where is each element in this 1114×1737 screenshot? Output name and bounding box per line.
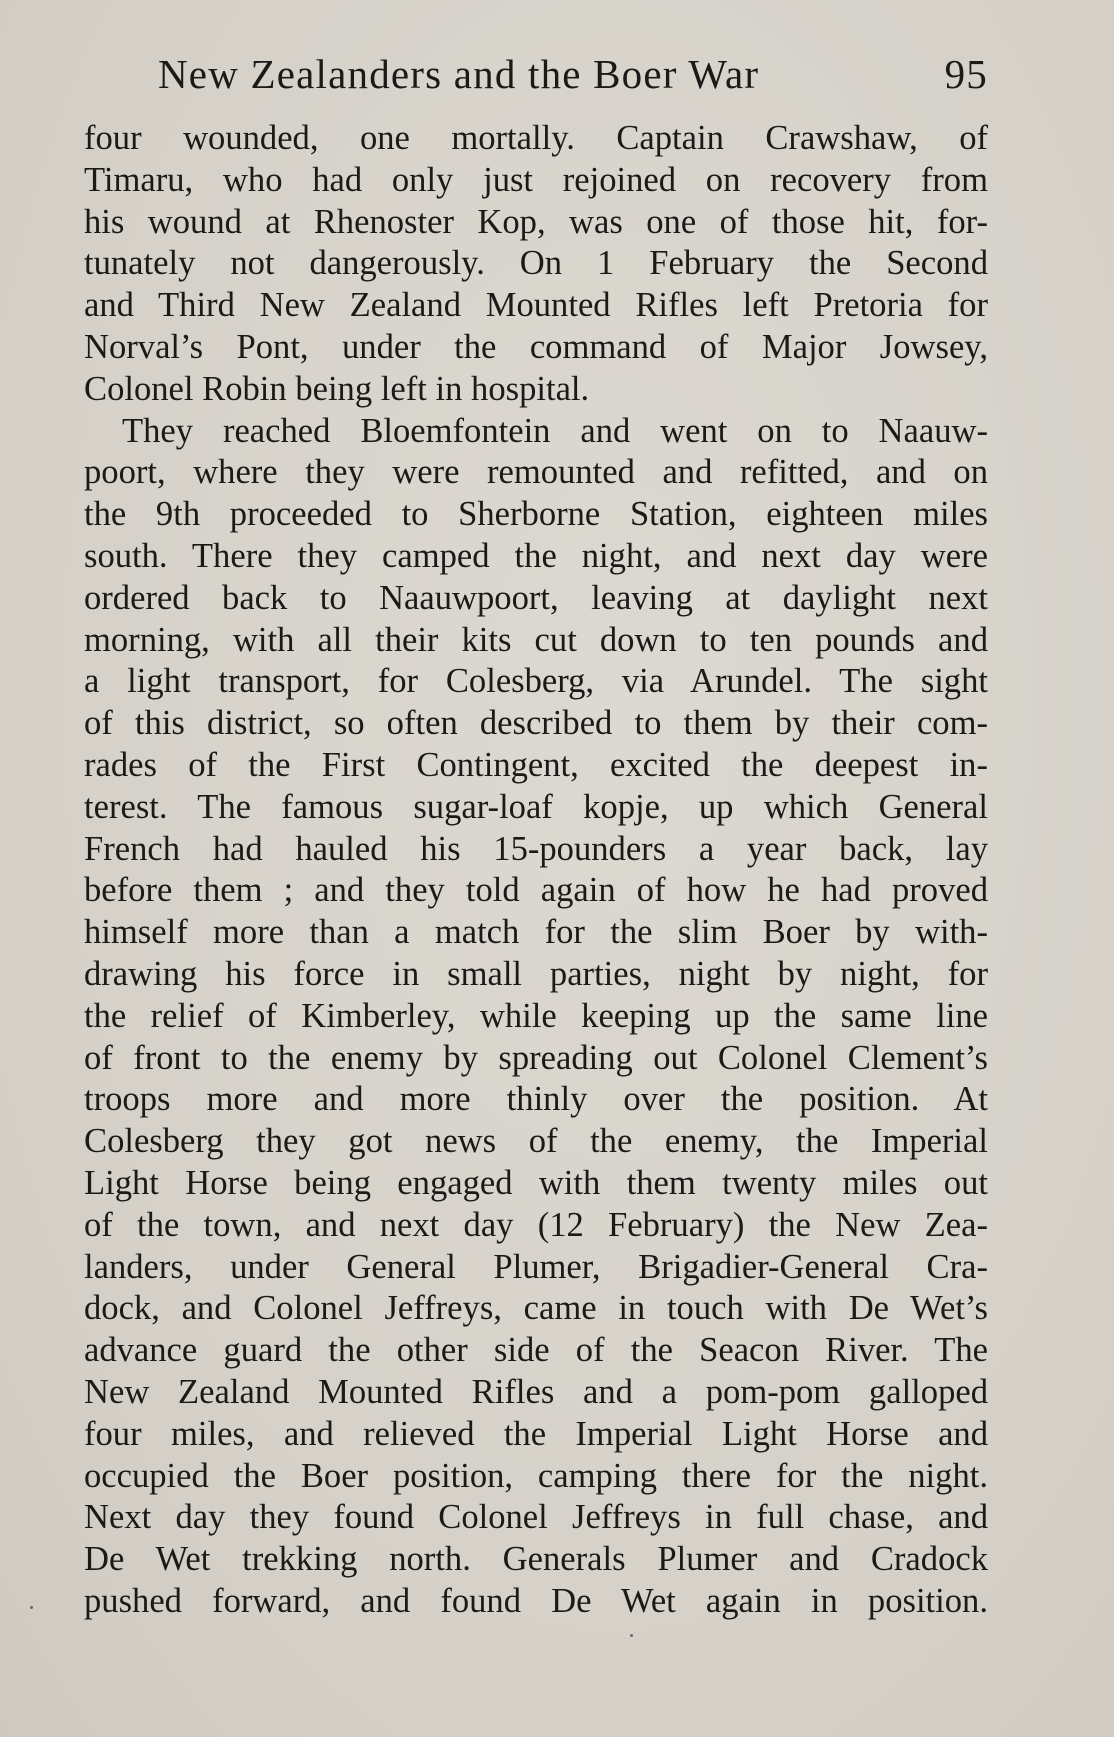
text-line: before them ; and they told again of how he had proved xyxy=(84,871,988,910)
text-line: Timaru, who had only just rejoined on recovery from xyxy=(84,160,988,199)
running-title: New Zealanders and the Boer War xyxy=(158,51,760,97)
text-line: his wound at Rhenoster Kop, was one of those hit, for- xyxy=(84,202,988,241)
text-line: Norval’s Pont, under the command of Major Jowsey, xyxy=(84,327,988,366)
text-line: drawing his force in small parties, night by night, for xyxy=(84,954,988,993)
text-line: terest. The famous sugar-loaf kopje, up which General xyxy=(84,787,988,826)
text-line: tunately not dangerously. On 1 February the Second xyxy=(84,244,988,283)
text-line: advance guard the other side of the Seacon River. The xyxy=(84,1331,988,1370)
text-line: French had hauled his 15-pounders a year back, lay xyxy=(84,829,988,868)
text-line: Light Horse being engaged with them twenty miles out xyxy=(84,1163,988,1202)
text-line: rades of the First Contingent, excited the deepest in- xyxy=(84,745,988,784)
text-line: of this district, so often described to them by their com- xyxy=(84,704,988,743)
text-line: a light transport, for Colesberg, via Arundel. The sight xyxy=(84,662,988,701)
text-line: and Third New Zealand Mounted Rifles left Pretoria for xyxy=(84,286,988,325)
text-line: occupied the Boer position, camping there for the night. xyxy=(84,1456,988,1495)
text-line: They reached Bloemfontein and went on to Naauw- xyxy=(122,411,988,450)
paper-speck xyxy=(30,1606,33,1609)
paper-speck xyxy=(630,1634,633,1637)
text-line: Next day they found Colonel Jeffreys in full chase, and xyxy=(84,1498,988,1537)
text-line: of front to the enemy by spreading out Colonel Clement’s xyxy=(84,1038,988,1077)
text-line: landers, under General Plumer, Brigadier-General Cra- xyxy=(84,1247,988,1286)
running-head xyxy=(158,44,988,104)
text-line: the 9th proceeded to Sherborne Station, eighteen miles xyxy=(84,495,988,534)
text-line: troops more and more thinly over the position. At xyxy=(84,1080,988,1119)
text-line: himself more than a match for the slim Boer by with- xyxy=(84,913,988,952)
body-text xyxy=(84,118,988,1623)
text-line: Colonel Robin being left in hospital. xyxy=(84,369,590,408)
text-line: the relief of Kimberley, while keeping up the same line xyxy=(84,996,988,1035)
text-line: Colesberg they got news of the enemy, the Imperial xyxy=(84,1122,988,1161)
text-line: New Zealand Mounted Rifles and a pom-pom galloped xyxy=(84,1372,988,1411)
text-line: four miles, and relieved the Imperial Light Horse and xyxy=(84,1414,988,1453)
text-line: poort, where they were remounted and refitted, and on xyxy=(84,453,988,492)
text-line: De Wet trekking north. Generals Plumer and Cradock xyxy=(84,1540,988,1579)
text-line: ordered back to Naauwpoort, leaving at daylight next xyxy=(84,578,988,617)
text-line: of the town, and next day (12 February) the New Zea- xyxy=(84,1205,988,1244)
text-line: four wounded, one mortally. Captain Crawshaw, of xyxy=(84,119,988,157)
text-line: morning, with all their kits cut down to ten pounds and xyxy=(84,620,988,659)
page-number: 95 xyxy=(944,51,988,97)
text-line: pushed forward, and found De Wet again in position. xyxy=(84,1581,988,1620)
text-line: south. There they camped the night, and next day were xyxy=(84,536,988,575)
text-line: dock, and Colonel Jeffreys, came in touch with De Wet’s xyxy=(84,1289,988,1328)
